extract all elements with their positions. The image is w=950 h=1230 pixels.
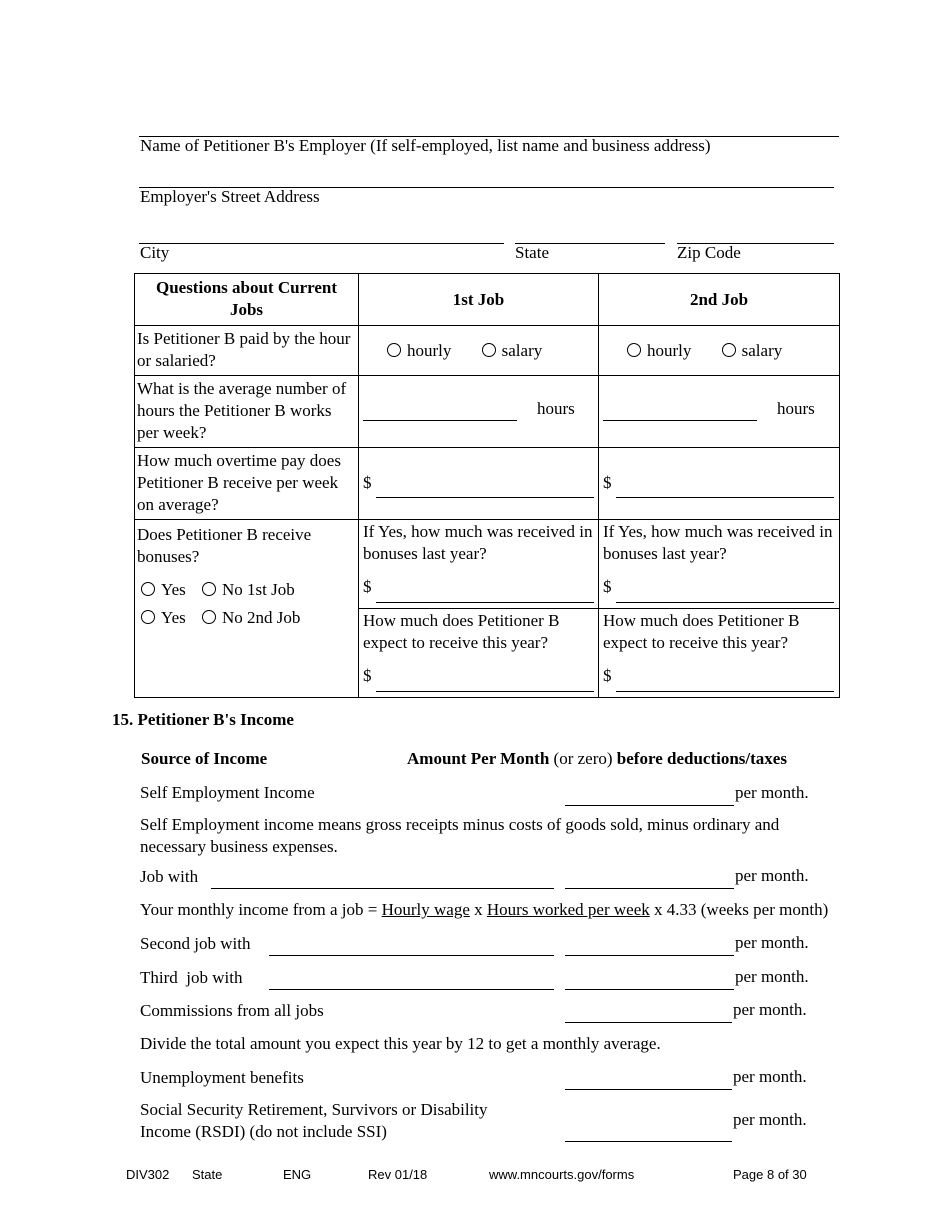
col-questions-header: Questions about Current Jobs xyxy=(135,274,359,326)
unemployment-per-month: per month. xyxy=(733,1067,807,1086)
job2-hours-cell xyxy=(599,376,840,448)
commissions-note: Divide the total amount you expect this year by 12 to get a monthly average. xyxy=(140,1034,661,1053)
zip-label: Zip Code xyxy=(677,243,741,262)
current-jobs-table xyxy=(134,273,840,698)
job2-bonus-this-year-label: How much does Petitioner B expect to receive this year? xyxy=(603,611,800,652)
bonus-yes-1st-radio[interactable] xyxy=(141,582,155,596)
amount-header: Amount Per Month (or zero) before deductions/taxes xyxy=(407,749,787,768)
rsdi-per-month: per month. xyxy=(733,1110,807,1129)
job1-bonus-this-year-field[interactable] xyxy=(376,691,594,692)
employer-street-label: Employer's Street Address xyxy=(140,187,320,206)
footer-state: State xyxy=(192,1167,223,1182)
footer-form-id: DIV302 xyxy=(126,1167,170,1182)
commissions-label: Commissions from all jobs xyxy=(140,1001,324,1020)
question-bonus: Does Petitioner B receive bonuses? xyxy=(137,525,312,566)
job1-bonus-this-year-cell xyxy=(359,609,599,698)
footer-url: www.mncourts.gov/forms xyxy=(489,1167,635,1182)
job1-hourly-radio[interactable] xyxy=(387,343,401,357)
commissions-amount-field[interactable] xyxy=(565,1022,732,1023)
job1-overtime-field[interactable] xyxy=(376,497,594,498)
footer-lang: ENG xyxy=(283,1167,312,1182)
job2-overtime-dollar: $ xyxy=(603,473,612,492)
job1-bonus-last-year-dollar: $ xyxy=(363,577,372,596)
job1-bonus-last-year-field[interactable] xyxy=(376,602,594,603)
job1-paid-type xyxy=(359,326,599,376)
bonus-no-2nd-radio[interactable] xyxy=(202,610,216,624)
self-employment-note: Self Employment income means gross receipts minus costs of goods sold, minus ordinary and necessary business expenses. xyxy=(140,815,780,856)
job1-bonus-this-year-dollar: $ xyxy=(363,666,372,685)
job2-bonus-this-year-field[interactable] xyxy=(616,691,834,692)
job1-hours-cell xyxy=(359,376,599,448)
job1-hours-unit: hours xyxy=(537,399,575,418)
section-title: 15. Petitioner B's Income xyxy=(112,710,294,729)
job1-bonus-last-year-label: If Yes, how much was received in bonuses last year? xyxy=(363,522,593,563)
question-overtime: How much overtime pay does Petitioner B receive per week on average? xyxy=(135,448,359,520)
third-job-amount-field[interactable] xyxy=(565,989,734,990)
city-label: City xyxy=(140,243,170,262)
question-bonus-cell xyxy=(135,520,359,698)
job2-paid-type xyxy=(599,326,840,376)
job1-bonus-last-year-cell xyxy=(359,520,599,609)
unemployment-label: Unemployment benefits xyxy=(140,1068,304,1087)
footer-page: Page 8 of 30 xyxy=(733,1167,807,1182)
city-field[interactable] xyxy=(139,243,504,244)
third-job-label: Third job with xyxy=(140,968,243,987)
job1-salary-radio[interactable] xyxy=(482,343,496,357)
self-employment-per-month: per month. xyxy=(735,783,809,802)
bonus-options xyxy=(137,576,356,632)
third-job-employer-field[interactable] xyxy=(269,989,554,990)
rsdi-label: Social Security Retirement, Survivors or Disability Income (RSDI) (do not include SSI) xyxy=(140,1100,488,1141)
col-2nd-job-header: 2nd Job xyxy=(599,274,840,326)
job-employer-field[interactable] xyxy=(211,888,554,889)
job-amount-field[interactable] xyxy=(565,888,734,889)
job2-hours-field[interactable] xyxy=(603,420,757,421)
job1-bonus-this-year-label: How much does Petitioner B expect to receive this year? xyxy=(363,611,560,652)
third-job-per-month: per month. xyxy=(735,967,809,986)
job2-bonus-last-year-field[interactable] xyxy=(616,602,834,603)
self-employment-label: Self Employment Income xyxy=(140,783,315,802)
second-job-amount-field[interactable] xyxy=(565,955,734,956)
job-per-month: per month. xyxy=(735,866,809,885)
question-hours: What is the average number of hours the Petitioner B works per week? xyxy=(135,376,359,448)
rsdi-amount-field[interactable] xyxy=(565,1141,732,1142)
job2-overtime-field[interactable] xyxy=(616,497,834,498)
job2-salary-radio[interactable] xyxy=(722,343,736,357)
job2-salary-option[interactable]: salary xyxy=(722,341,783,360)
job2-overtime-cell xyxy=(599,448,840,520)
col-1st-job-header: 1st Job xyxy=(359,274,599,326)
job2-bonus-last-year-dollar: $ xyxy=(603,577,612,596)
second-job-per-month: per month. xyxy=(735,933,809,952)
job1-overtime-cell xyxy=(359,448,599,520)
job1-hourly-option[interactable]: hourly xyxy=(387,341,451,360)
bonus-no-1st-radio[interactable] xyxy=(202,582,216,596)
income-formula: Your monthly income from a job = Hourly wage x Hours worked per week x 4.33 (weeks per month) xyxy=(140,900,829,919)
job2-bonus-this-year-cell xyxy=(599,609,840,698)
job2-bonus-this-year-dollar: $ xyxy=(603,666,612,685)
job-with-label: Job with xyxy=(140,867,199,886)
bonus-no-2nd-option[interactable]: No 2nd Job xyxy=(202,608,300,627)
second-job-label: Second job with xyxy=(140,934,251,953)
job2-hourly-radio[interactable] xyxy=(627,343,641,357)
employer-name-label: Name of Petitioner B's Employer (If self-employed, list name and business address) xyxy=(140,136,711,155)
job1-salary-option[interactable]: salary xyxy=(482,341,543,360)
bonus-yes-2nd-radio[interactable] xyxy=(141,610,155,624)
state-label: State xyxy=(515,243,549,262)
job2-bonus-last-year-cell xyxy=(599,520,840,609)
bonus-yes-1st-option[interactable]: Yes xyxy=(141,580,186,599)
bonus-yes-2nd-option[interactable]: Yes xyxy=(141,608,186,627)
job2-hourly-option[interactable]: hourly xyxy=(627,341,691,360)
job2-bonus-last-year-label: If Yes, how much was received in bonuses last year? xyxy=(603,522,833,563)
self-employment-amount-field[interactable] xyxy=(565,805,734,806)
job1-overtime-dollar: $ xyxy=(363,473,372,492)
unemployment-amount-field[interactable] xyxy=(565,1089,732,1090)
source-header: Source of Income xyxy=(141,749,268,768)
footer-rev: Rev 01/18 xyxy=(368,1167,428,1182)
second-job-employer-field[interactable] xyxy=(269,955,554,956)
commissions-per-month: per month. xyxy=(733,1000,807,1019)
question-paid-type: Is Petitioner B paid by the hour or salaried? xyxy=(135,326,359,376)
bonus-no-1st-option[interactable]: No 1st Job xyxy=(202,580,295,599)
job2-hours-unit: hours xyxy=(777,399,815,418)
job1-hours-field[interactable] xyxy=(363,420,517,421)
